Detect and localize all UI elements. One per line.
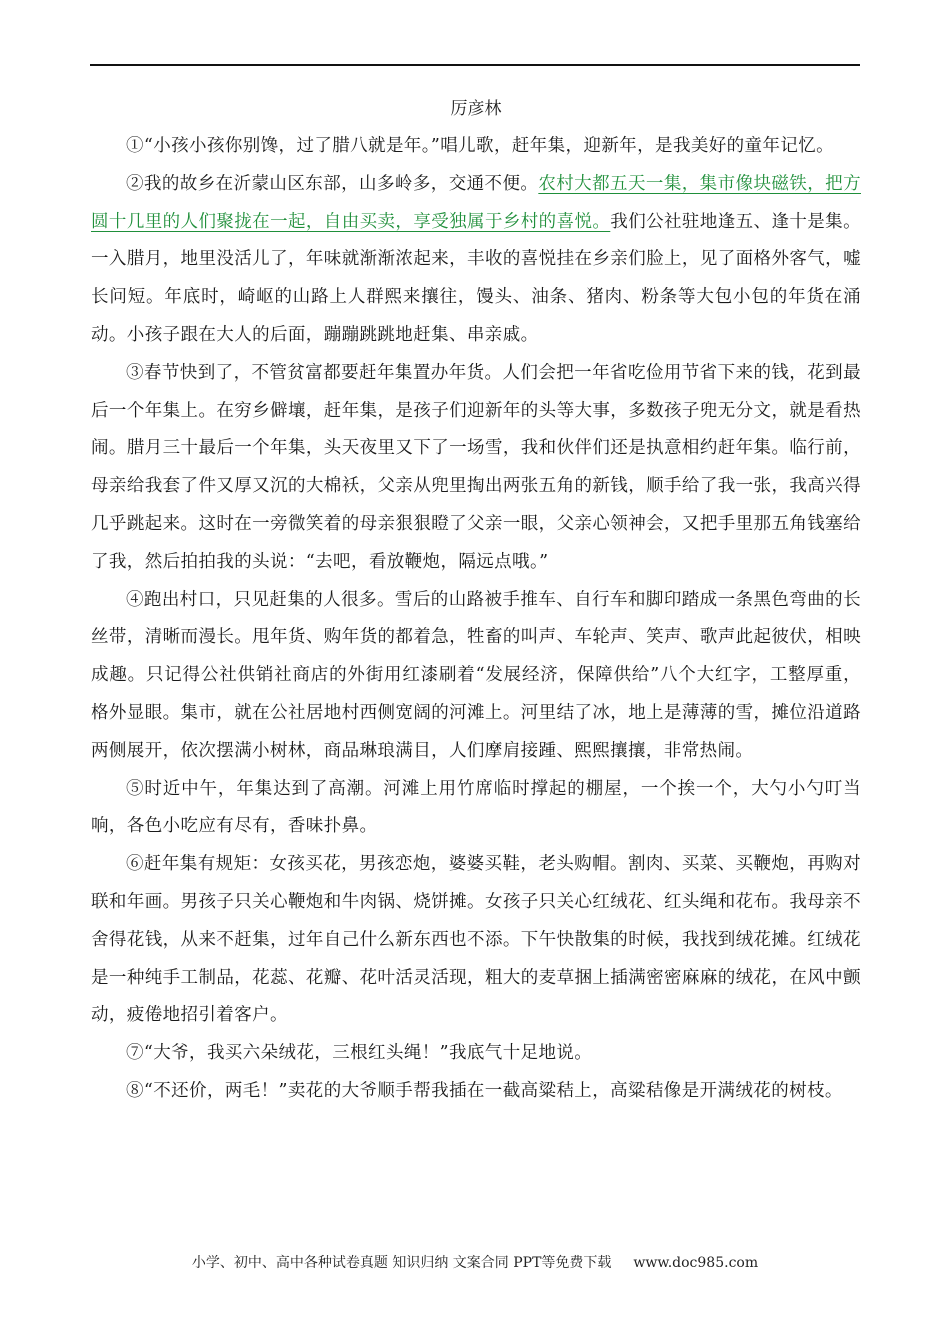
paragraph-4: ④跑出村口，只见赶集的人很多。雪后的山路被手推车、自行车和脚印踏成一条黑色弯曲的长丝带，清晰而漫长。甩年货、购年货的都着急，牲畜的叫声、车轮声、笑声、歌声此起彼伏，相映成趣。只记得公社供销社商店的外街用红漆刷着“发展经济，保障供给”八个大红字，工整厚重，格外显眼。集市，就在公社居地村西侧宽阔的河滩上。河里结了冰，地上是薄薄的雪，摊位沿道路两侧展开，依次摆满小树林，商品琳琅满目，人们摩肩接踵、熙熙攘攘，非常热闹。 (91, 589, 861, 761)
paragraph-2 (91, 166, 861, 355)
article (91, 90, 861, 1111)
footer-url[interactable]: www.doc985.com (633, 1255, 759, 1271)
paragraph-2-rest: 我们公社驻地逢五、逢十是集。一入腊月，地里没活儿了，年味就渐渐浓起来，丰收的喜悦挂在乡亲们脸上，见了面格外客气，嘘长问短。年底时，崎岖的山路上人群熙来攘往，馒头、油条、猪肉、粉条等大包小包的年货在涌动。小孩子跟在大人的后面，蹦蹦跳跳地赶集、串亲戚。 (91, 211, 861, 345)
top-rule (90, 64, 860, 66)
highlighted-sentence: 农村大都五天一集，集市像块磁铁，把方圆十几里的人们聚拢在一起，自由买卖，享受独属于乡村的喜悦。 (91, 173, 861, 232)
paragraph-5: ⑤时近中午，年集达到了高潮。河滩上用竹席临时撑起的棚屋，一个挨一个，大勺小勺叮当响，各色小吃应有尽有，香味扑鼻。 (91, 778, 861, 837)
paragraph-8: ⑧“不还价，两毛！”卖花的大爷顺手帮我插在一截高粱秸上，高粱秸像是开满绒花的树枝。 (126, 1080, 843, 1101)
footer-text: 小学、初中、高中各种试卷真题 知识归纳 文案合同 PPT等免费下载 (191, 1255, 612, 1271)
author-name: 厉彦林 (450, 99, 502, 119)
paragraph-1: ①“小孩小孩你别馋，过了腊八就是年。”唱儿歌，赶年集，迎新年，是我美好的童年记忆。 (126, 136, 835, 156)
paragraph-6: ⑥赶年集有规矩：女孩买花，男孩恋炮，婆婆买鞋，老头购帽。割肉、买菜、买鞭炮，再购对联和年画。男孩子只关心鞭炮和牛肉锅、烧饼摊。女孩子只关心红绒花、红头绳和花布。我母亲不舍得花钱，从来不赶集，过年自己什么新东西也不添。下午快散集的时候，我找到绒花摊。红绒花是一种纯手工制品，花蕊、花瓣、花叶活灵活现，粗大的麦草捆上插满密密麻麻的绒花，在风中颤动，疲倦地招引着客户。 (91, 854, 861, 1026)
page-footer (0, 1252, 950, 1272)
paragraph-3: ③春节快到了，不管贫富都要赶年集置办年货。人们会把一年省吃俭用节省下来的钱，花到最后一个年集上。在穷乡僻壤，赶年集，是孩子们迎新年的头等大事，多数孩子兜无分文，就是看热闹。腊月三十最后一个年集，头天夜里又下了一场雪，我和伙伴们还是执意相约赶年集。临行前，母亲给我套了件又厚又沉的大棉袄，父亲从兜里掏出两张五角的新钱，顺手给了我一张，我高兴得几乎跳起来。这时在一旁微笑着的母亲狠狠瞪了父亲一眼，父亲心领神会，又把手里那五角钱塞给了我，然后拍拍我的头说：“去吧，看放鞭炮，隔远点哦。” (91, 362, 861, 572)
paragraph-2-intro: ②我的故乡在沂蒙山区东部，山多岭多，交通不便。 (126, 173, 539, 194)
paragraph-7: ⑦“大爷，我买六朵绒花，三根红头绳！”我底气十足地说。 (126, 1043, 593, 1064)
